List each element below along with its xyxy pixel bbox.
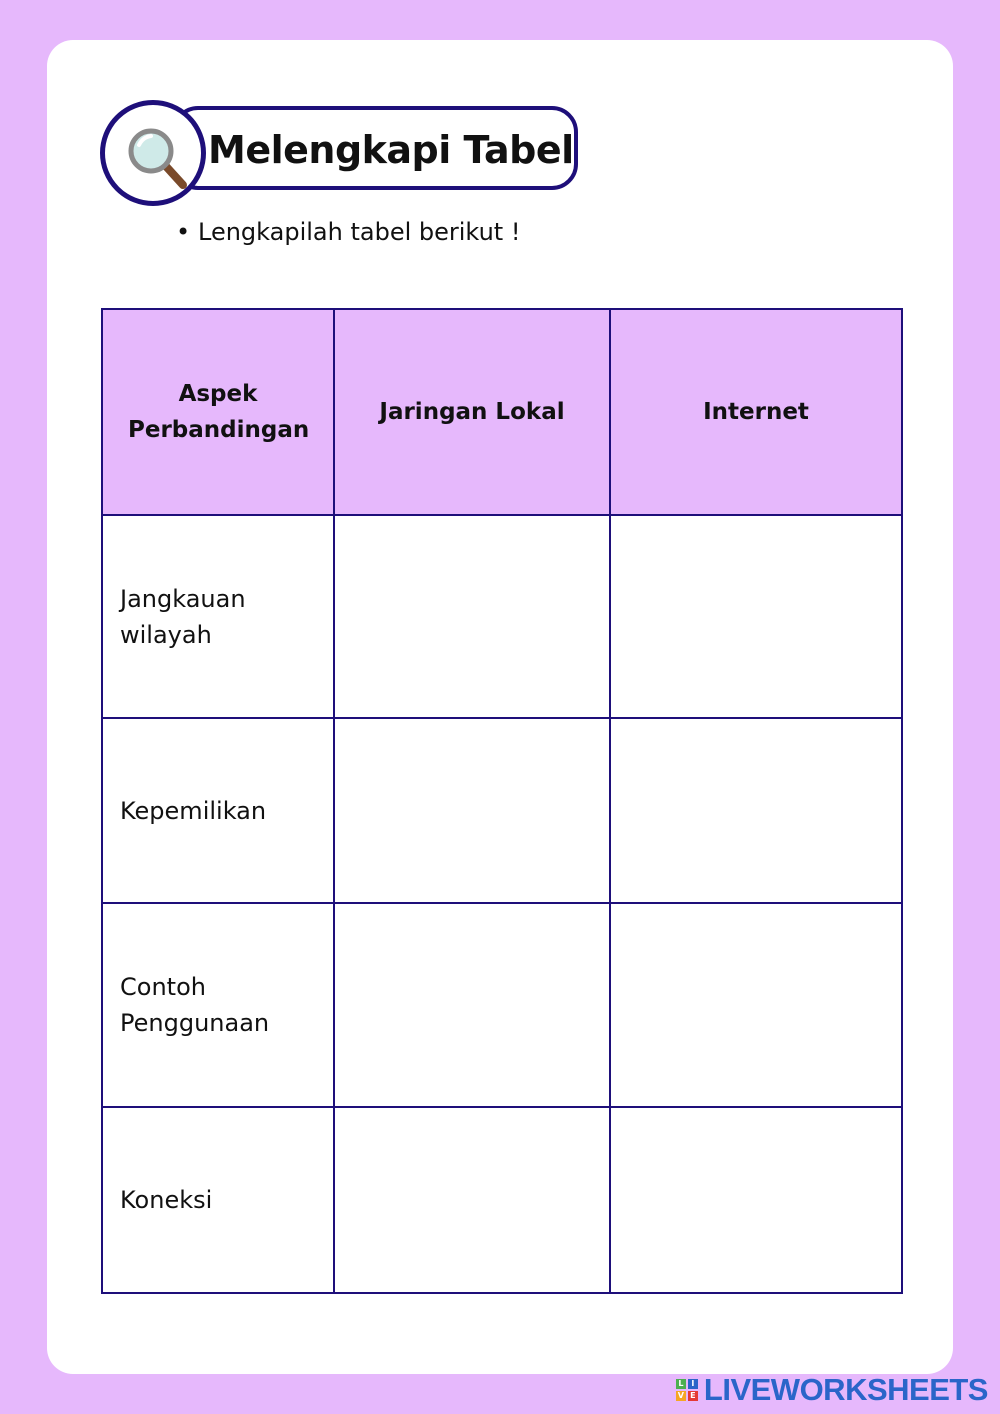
instruction-text: Lengkapilah tabel berikut !: [198, 218, 521, 246]
answer-cell-internet[interactable]: [610, 903, 902, 1107]
answer-cell-internet[interactable]: [610, 1107, 902, 1293]
aspect-cell: Koneksi: [102, 1107, 334, 1293]
answer-cell-local[interactable]: [334, 515, 610, 718]
page-title: Melengkapi Tabel: [208, 128, 574, 172]
answer-cell-local[interactable]: [334, 718, 610, 903]
column-header-aspect: Aspek Perbandingan: [102, 309, 334, 515]
answer-cell-internet[interactable]: [610, 718, 902, 903]
table-row: [102, 1107, 902, 1293]
table-row: [102, 718, 902, 903]
footer-brand[interactable]: [676, 1372, 988, 1408]
brand-name: LIVEWORKSHEETS: [703, 1372, 988, 1407]
answer-cell-local[interactable]: [334, 903, 610, 1107]
aspect-cell: Jangkauan wilayah: [102, 515, 334, 718]
liveworksheets-logo-icon: L I V E: [676, 1379, 698, 1401]
column-header-internet: Internet: [610, 309, 902, 515]
title-icon-badge: [100, 100, 206, 206]
comparison-table: [101, 308, 903, 1294]
column-header-local: Jaringan Lokal: [334, 309, 610, 515]
bullet: •: [176, 218, 191, 246]
table-header-row: [102, 309, 902, 515]
aspect-cell: Contoh Penggunaan: [102, 903, 334, 1107]
aspect-cell: Kepemilikan: [102, 718, 334, 903]
magnifying-glass-icon: [123, 123, 193, 193]
instruction: [176, 214, 520, 250]
table-row: [102, 903, 902, 1107]
table-row: [102, 515, 902, 718]
answer-cell-internet[interactable]: [610, 515, 902, 718]
answer-cell-local[interactable]: [334, 1107, 610, 1293]
